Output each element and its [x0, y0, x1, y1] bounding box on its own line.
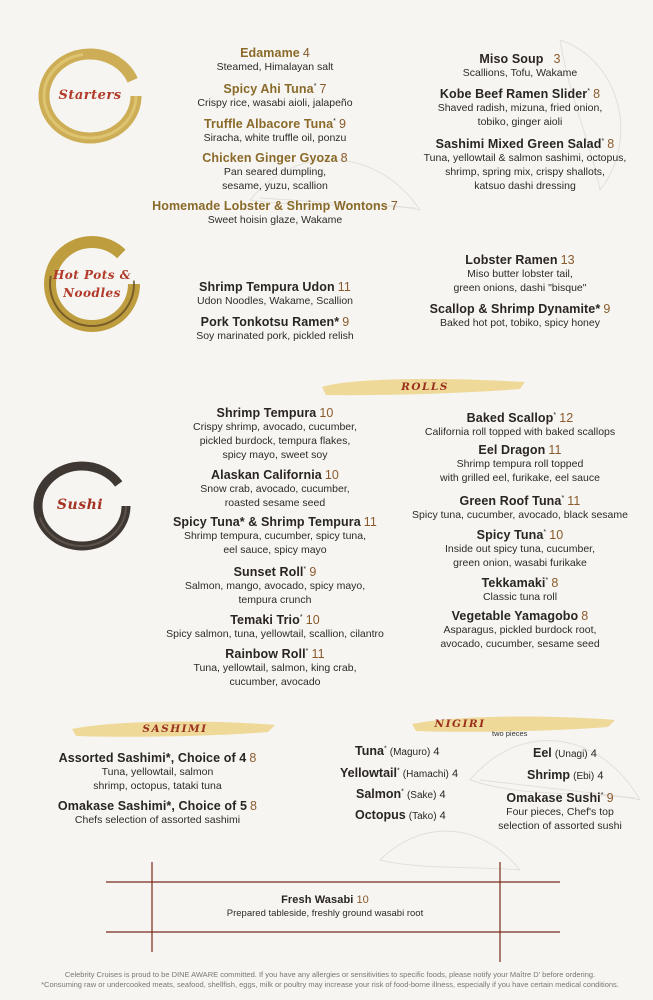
menu-item-omakase-sashimi: Omakase Sashimi*, Choice of 5 8 Chefs selection of assorted sashimi [57, 799, 258, 826]
section-title-hotpots: Hot Pots & Noodles [52, 268, 132, 300]
menu-item-scallop-shrimp-dynamite: Scallop & Shrimp Dynamite* 9 Baked hot pot, tobiko, spicy honey [429, 302, 611, 329]
section-title-sushi: Sushi [56, 497, 104, 513]
menu-item-alaskan-california: Alaskan California 10 Snow crab, avocado, cucumber, roasted sesame seed [200, 468, 350, 509]
nigiri-item-octopus: Octopus (Tako) 4 [355, 808, 446, 822]
menu-item-chicken-ginger-gyoza: Chicken Ginger Gyoza 8 Pan seared dumpling, sesame, yuzu, scallion [202, 151, 348, 193]
menu-item-spicy-ahi-tuna: Spicy Ahi Tuna* 7 Crispy rice, wasabi aioli, jalapeño [197, 82, 353, 110]
nigiri-item-eel: Eel (Unagi) 4 [533, 746, 597, 760]
menu-item-rainbow-roll: Rainbow Roll* 11 Tuna, yellowtail, salmon, king crab, cucumber, avocado [193, 647, 357, 689]
menu-item-tekkamaki: Tekkamaki* 8 Classic tuna roll [481, 576, 559, 604]
menu-item-lobster-shrimp-wontons: Homemade Lobster & Shrimp Wontons 7 Sweet hoisin glaze, Wakame [152, 199, 398, 227]
menu-item-eel-dragon: Eel Dragon 11 Shrimp tempura roll topped with grilled eel, furikake, eel sauce [440, 443, 600, 484]
menu-item-spicy-tuna-roll: Spicy Tuna* 10 Inside out spicy tuna, cucumber, green onion, wasabi furikake [445, 528, 595, 570]
nigiri-item-tuna: Tuna* (Maguro) 4 [355, 744, 440, 758]
nigiri-item-omakase-sushi: Omakase Sushi* 9 Four pieces, Chef's top selection of assorted sushi [498, 791, 622, 833]
menu-item-vegetable-yamagobo: Vegetable Yamagobo 8 Asparagus, pickled burdock root, avocado, cucumber, sesame seed [440, 609, 600, 650]
menu-item-assorted-sashimi: Assorted Sashimi*, Choice of 4 8 Tuna, yellowtail, salmon shrimp, octopus, tataki tuna [58, 751, 257, 792]
menu-item-temaki-trio: Temaki Trio* 10 Spicy salmon, tuna, yellowtail, scallion, cilantro [166, 613, 384, 641]
section-title-sashimi: SASHIMI [142, 723, 208, 735]
section-title-nigiri: NIGIRI [434, 718, 486, 730]
nigiri-note: two pieces [492, 729, 528, 738]
menu-item-shrimp-tempura-roll: Shrimp Tempura 10 Crispy shrimp, avocado, cucumber, pickled burdock, tempura flakes, spicy mayo, sweet soy [193, 406, 357, 461]
footer-line-raw-food: *Consuming raw or undercooked meats, seafood, shellfish, eggs, milk or poultry may increase your risk of food-borne illness, especially if you have certain medical conditions. [41, 980, 619, 989]
section-title-rolls: ROLLS [401, 381, 449, 393]
nigiri-item-salmon: Salmon* (Sake) 4 [356, 787, 446, 801]
footer-line-allergy: Celebrity Cruises is proud to be DINE AWARE committed. If you have any allergies or sensitivities to specific foods, please notify your Maître D' before ordering. [64, 970, 596, 979]
menu-item-miso-soup: Miso Soup 3 Scallions, Tofu, Wakame [462, 52, 578, 80]
menu-item-sashimi-mixed-green-salad: Sashimi Mixed Green Salad* 8 Tuna, yellowtail & salmon sashimi, octopus, shrimp, spring mix, crispy shallots, katsuo dashi dressing [423, 137, 627, 193]
nigiri-item-shrimp: Shrimp (Ebi) 4 [527, 768, 604, 782]
menu-item-green-roof-tuna: Green Roof Tuna* 11 Spicy tuna, cucumber, avocado, black sesame [412, 494, 628, 522]
nigiri-item-yellowtail: Yellowtail* (Hamachi) 4 [340, 766, 459, 780]
footer-disclaimer [30, 970, 630, 990]
menu-item-edamame: Edamame 4 Steamed, Himalayan salt [216, 46, 334, 74]
menu-item-sunset-roll: Sunset Roll* 9 Salmon, mango, avocado, spicy mayo, tempura crunch [184, 565, 366, 607]
menu-item-shrimp-tempura-udon: Shrimp Tempura Udon 11 Udon Noodles, Wakame, Scallion [196, 280, 354, 307]
menu-item-pork-tonkotsu-ramen: Pork Tonkotsu Ramen* 9 Soy marinated pork, pickled relish [196, 315, 354, 342]
menu-item-truffle-albacore-tuna: Truffle Albacore Tuna* 9 Siracha, white truffle oil, ponzu [203, 117, 347, 145]
menu-item-baked-scallop: Baked Scallop* 12 California roll topped with baked scallops [424, 411, 616, 439]
menu-item-fresh-wasabi: Fresh Wasabi 10 Prepared tableside, freshly ground wasabi root [226, 894, 424, 919]
menu-item-spicy-tuna-shrimp-tempura: Spicy Tuna* & Shrimp Tempura 11 Shrimp tempura, cucumber, spicy tuna, eel sauce, spicy mayo [173, 515, 377, 556]
menu-item-lobster-ramen: Lobster Ramen 13 Miso butter lobster tail, green onions, dashi "bisque" [453, 253, 587, 294]
menu-item-kobe-beef-ramen-slider: Kobe Beef Ramen Slider* 8 Shaved radish, mizuna, fried onion, tobiko, ginger aioli [437, 87, 603, 129]
section-title-starters: Starters [58, 88, 122, 103]
